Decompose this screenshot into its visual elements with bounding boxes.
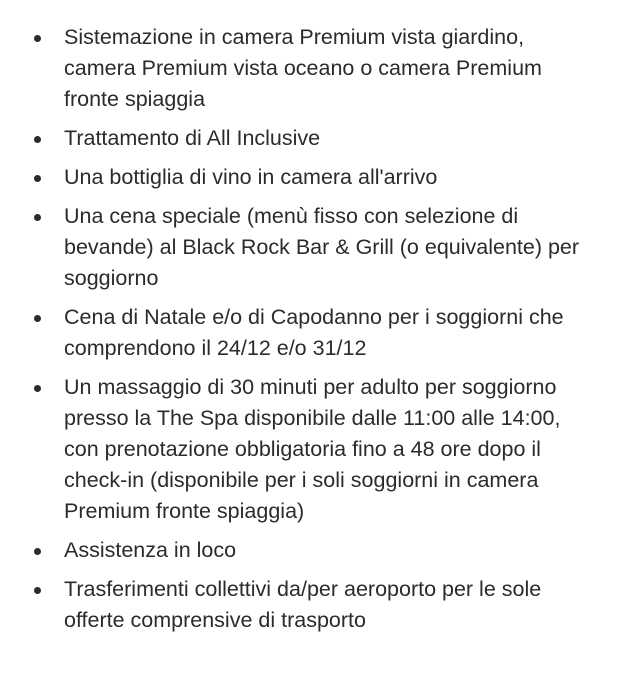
list-item: Cena di Natale e/o di Capodanno per i soggiorni che comprendono il 24/12 e/o 31/12 xyxy=(64,302,592,364)
list-item: Un massaggio di 30 minuti per adulto per soggiorno presso la The Spa disponibile dalle 11:00 alle 14:00, con prenotazione obbligatoria fino a 48 ore dopo il check-in (disponibile per i soli soggiorni in camera Premium fronte spiaggia) xyxy=(64,372,592,527)
list-item: Trattamento di All Inclusive xyxy=(64,123,592,154)
list-item: Sistemazione in camera Premium vista giardino, camera Premium vista oceano o camera Premium fronte spiaggia xyxy=(64,22,592,115)
features-list xyxy=(0,22,592,636)
list-item: Trasferimenti collettivi da/per aeroporto per le sole offerte comprensive di trasporto xyxy=(64,574,592,636)
list-item: Una cena speciale (menù fisso con selezione di bevande) al Black Rock Bar & Grill (o equivalente) per soggiorno xyxy=(64,201,592,294)
list-item: Assistenza in loco xyxy=(64,535,592,566)
list-item: Una bottiglia di vino in camera all'arrivo xyxy=(64,162,592,193)
